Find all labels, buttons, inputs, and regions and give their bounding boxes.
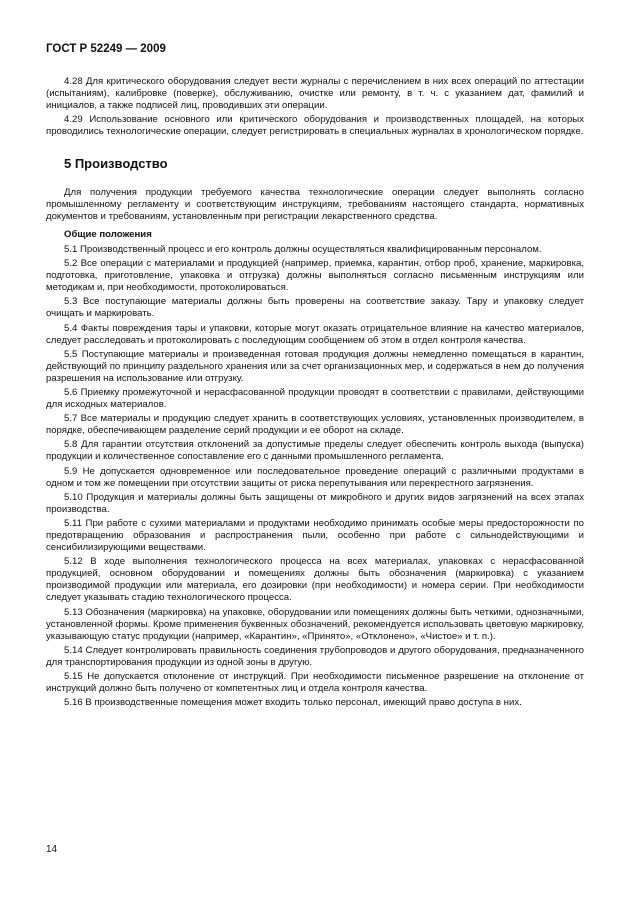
paragraph-5-4: 5.4 Факты повреждения тары и упаковки, которые могут оказать отрицательное влияние на качество материалов, следует расследовать и протоколировать с последующим сообщением об этом в отдел контроля качества. <box>46 322 584 346</box>
paragraph-5-5: 5.5 Поступающие материалы и произведенная готовая продукция должны немедленно помещаться в карантин, действующий по принципу раздельного хранения или за счет организационных мер, и содержаться в нем до получения разрешения на использование или отгрузку. <box>46 348 584 384</box>
paragraph-5-10: 5.10 Продукция и материалы должны быть защищены от микробного и других видов загрязнений на всех этапах производства. <box>46 491 584 515</box>
paragraph-5-2: 5.2 Все операции с материалами и продукцией (например, приемка, карантин, отбор проб, хранение, маркировка, подготовка, приготовление, упаковка и отгрузка) должны выполняться согласно письменным инструкциям или методикам и, при необходимости, протоколироваться. <box>46 258 584 294</box>
paragraph-5-11: 5.11 При работе с сухими материалами и продуктами необходимо принимать особые меры предосторожности по предотвращению образования и распространения пыли, особенно при работе с сильнодействующими и сенсибилизирующими веществами. <box>46 517 584 554</box>
page-content <box>46 76 584 711</box>
subheading: Общие положения <box>64 228 152 240</box>
paragraph-5-3: 5.3 Все поступающие материалы должны быть проверены на соответствие заказу. Тару и упаковку следует очищать и маркировать. <box>46 296 584 320</box>
paragraph-5-7: 5.7 Все материалы и продукцию следует хранить в соответствующих условиях, установленных производителем, в порядке, обеспечивающем разделение серий продукции и ее оборот на складе. <box>46 413 584 437</box>
paragraph-5-16: 5.16 В производственные помещения может входить только персонал, имеющий право доступа в них. <box>64 697 522 709</box>
paragraph-5-8: 5.8 Для гарантии отсутствия отклонений за допустимые пределы следует обеспечить контроль выхода (выпуска) продукции и количественное сопоставление его с данными промышленного регламента. <box>46 439 584 463</box>
document-header: ГОСТ Р 52249 — 2009 <box>46 43 166 55</box>
paragraph-5-15: 5.15 Не допускается отклонение от инструкций. При необходимости письменное разрешение на отклонение от инструкций должно быть получено от компетентных лиц и отдела контроля качества. <box>46 671 584 695</box>
paragraph-5-13: 5.13 Обозначения (маркировка) на упаковке, оборудовании или помещениях должны быть четкими, однозначными, установленной формы. Кроме применения буквенных обозначений, рекомендуется использовать цветовую маркировку, указывающую статус продукции (например, «Карантин», «Принято», «Отклонено», «Чистое» и т. п.). <box>46 606 584 642</box>
paragraph-5-14: 5.14 Следует контролировать правильность соединения трубопроводов и другого оборудования, предназначенного для транспортирования продукции из одной зоны в другую. <box>46 644 584 668</box>
paragraph-5-1: 5.1 Производственный процесс и его контроль должны осуществляться квалифицированным персоналом. <box>64 243 542 255</box>
paragraph-5-6: 5.6 Приемку промежуточной и нерасфасованной продукции проводят в соответствии с правилами, действующими для исходных материалов. <box>46 386 584 411</box>
paragraph-4-28: 4.28 Для критического оборудования следует вести журналы с перечислением в них всех операций по аттестации (испытаниям), калибровке (поверке), обслуживанию, очистке или ремонту, в т. ч. с указанием дат, фамилий и инициалов, а также подписей лиц, проводивших эти операции. <box>46 76 584 112</box>
section-title: 5 Производство <box>64 156 168 172</box>
section-intro: Для получения продукции требуемого качества технологические операции следует выполнять согласно промышленному регламенту и соответствующим инструкциям, требованиям настоящего стандарта, нормативных документов и требованиям, установленным при регистрации лекарственного средства. <box>46 186 584 222</box>
paragraph-5-9: 5.9 Не допускается одновременное или последовательное проведение операций с различными продуктами в одном и том же помещении при отсутствии защиты от риска перепутывания или перекрестного загрязнения. <box>46 465 584 489</box>
page-number: 14 <box>46 844 58 855</box>
paragraph-4-29: 4.29 Использование основного или критического оборудования и производственных площадей, на которых проводились технологические операции, следует регистрировать в специальных журналах в хронологическом порядке. <box>46 114 584 138</box>
paragraph-5-12: 5.12 В ходе выполнения технологического процесса на всех материалах, упаковках с нерасфасованной продукцией, основном оборудовании и помещениях должны быть обозначения (маркировка) с указанием производимой продукции или материала, его дозировки (при необходимости) и номера серии. При необходимости следует указывать стадию технологического процесса. <box>46 556 584 604</box>
